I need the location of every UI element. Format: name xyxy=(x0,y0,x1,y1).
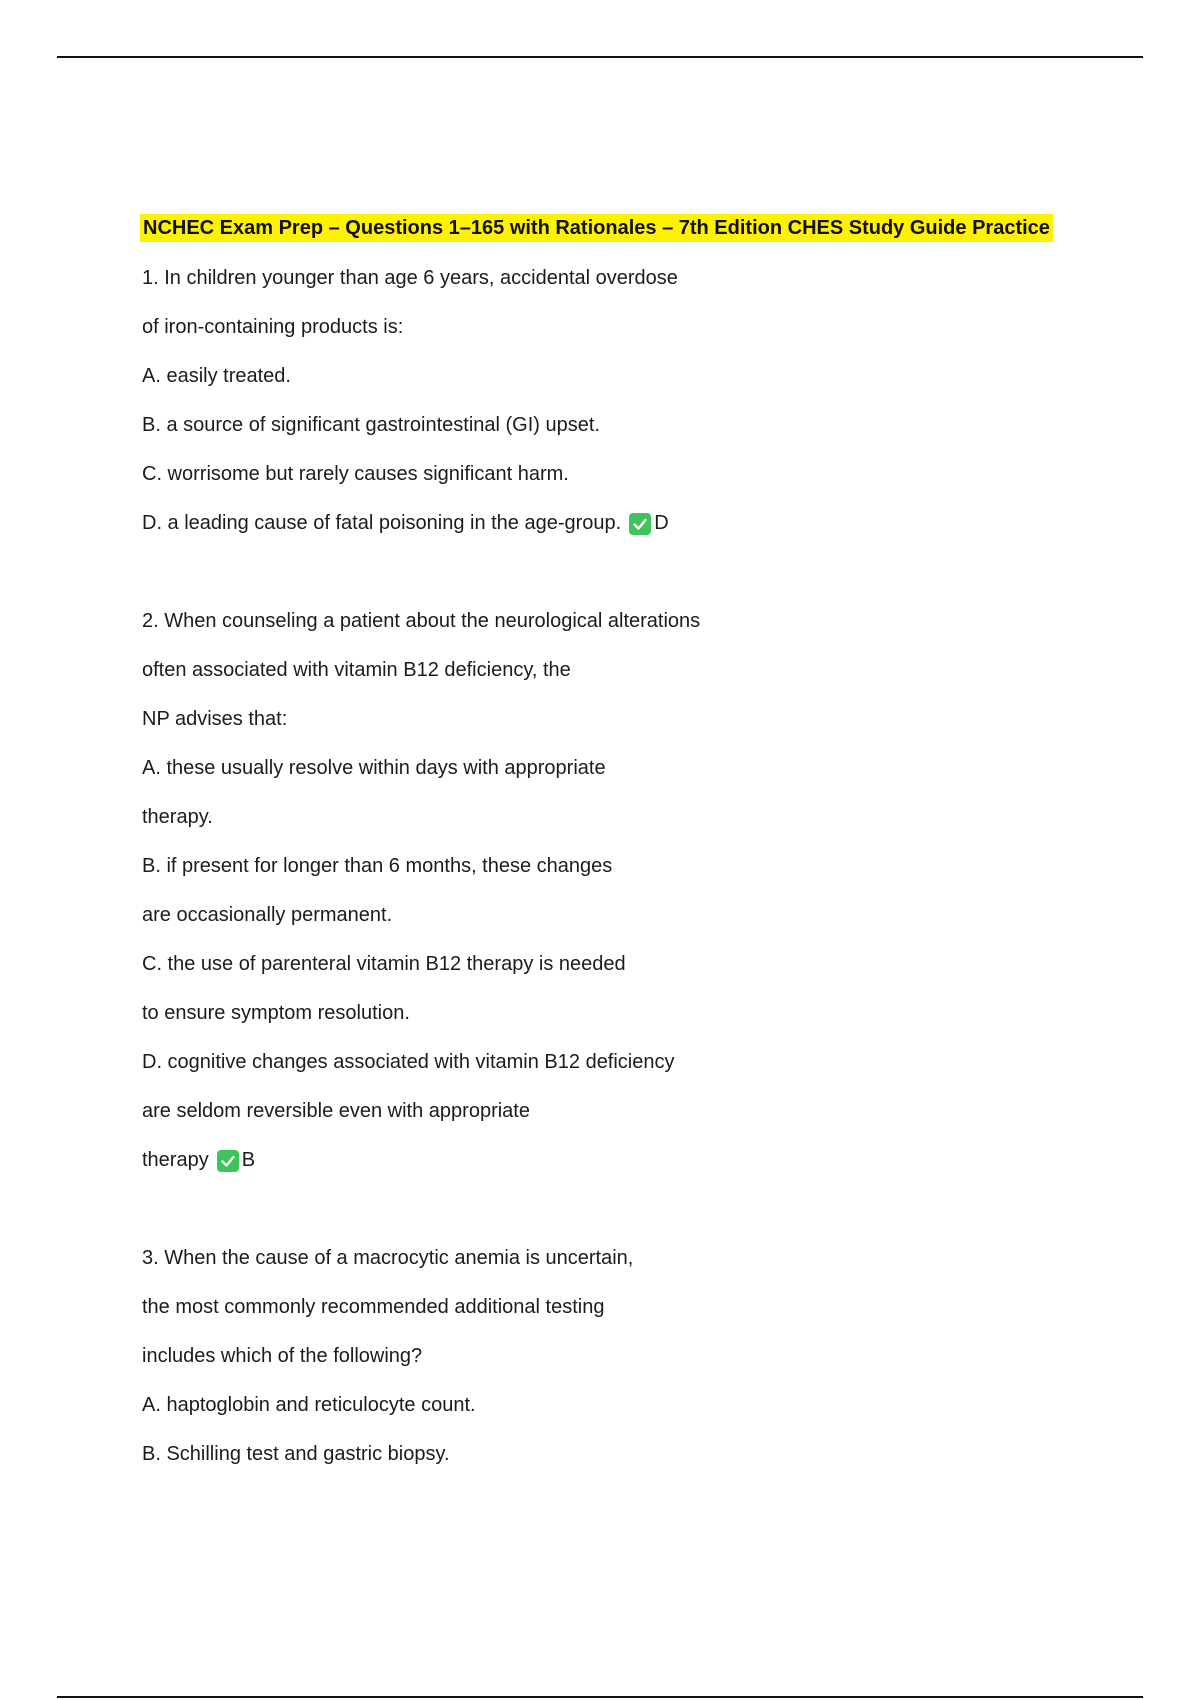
question-line: NP advises that: xyxy=(142,708,288,730)
option-b: B. a source of significant gastrointestinal (GI) upset. xyxy=(142,414,600,436)
document-body xyxy=(142,214,1092,1479)
answer-letter: B xyxy=(241,1149,256,1171)
question-line: of iron-containing products is: xyxy=(142,316,404,338)
question-line: 1. In children younger than age 6 years, accidental overdose xyxy=(142,267,678,289)
question-line: includes which of the following? xyxy=(142,1345,423,1367)
question-line: 2. When counseling a patient about the neurological alterations xyxy=(142,610,701,632)
option-a: A. easily treated. xyxy=(142,365,291,387)
question-line: often associated with vitamin B12 deficiency, the xyxy=(142,659,571,681)
answer-row xyxy=(142,499,1092,548)
document-title: NCHEC Exam Prep – Questions 1–165 with Rationales – 7th Edition CHES Study Guide Practice xyxy=(140,214,1053,242)
option-b-cont: are occasionally permanent. xyxy=(142,904,393,926)
option-b: B. Schilling test and gastric biopsy. xyxy=(142,1443,450,1465)
check-mark-icon xyxy=(217,1150,239,1172)
option-c-cont: to ensure symptom resolution. xyxy=(142,1002,410,1024)
option-b: B. if present for longer than 6 months, these changes xyxy=(142,855,613,877)
question-1 xyxy=(142,254,1092,548)
option-d-end: therapy xyxy=(142,1149,209,1171)
bottom-rule xyxy=(57,1696,1143,1698)
check-mark-icon xyxy=(629,513,651,535)
answer-row xyxy=(142,1136,1092,1185)
answer-letter: D xyxy=(654,512,669,534)
question-line: the most commonly recommended additional testing xyxy=(142,1296,605,1318)
option-a-cont: therapy. xyxy=(142,806,213,828)
option-d: D. cognitive changes associated with vitamin B12 deficiency xyxy=(142,1051,675,1073)
option-d-cont: are seldom reversible even with appropriate xyxy=(142,1100,530,1122)
option-c: C. worrisome but rarely causes significant harm. xyxy=(142,463,569,485)
option-a: A. these usually resolve within days with appropriate xyxy=(142,757,606,779)
option-a: A. haptoglobin and reticulocyte count. xyxy=(142,1394,476,1416)
question-line: 3. When the cause of a macrocytic anemia is uncertain, xyxy=(142,1247,634,1269)
spacer xyxy=(142,1185,1092,1234)
spacer xyxy=(142,548,1092,597)
question-2 xyxy=(142,597,1092,1185)
option-d: D. a leading cause of fatal poisoning in the age-group. xyxy=(142,512,622,534)
top-rule xyxy=(57,56,1143,58)
question-3 xyxy=(142,1234,1092,1479)
option-c: C. the use of parenteral vitamin B12 therapy is needed xyxy=(142,953,626,975)
